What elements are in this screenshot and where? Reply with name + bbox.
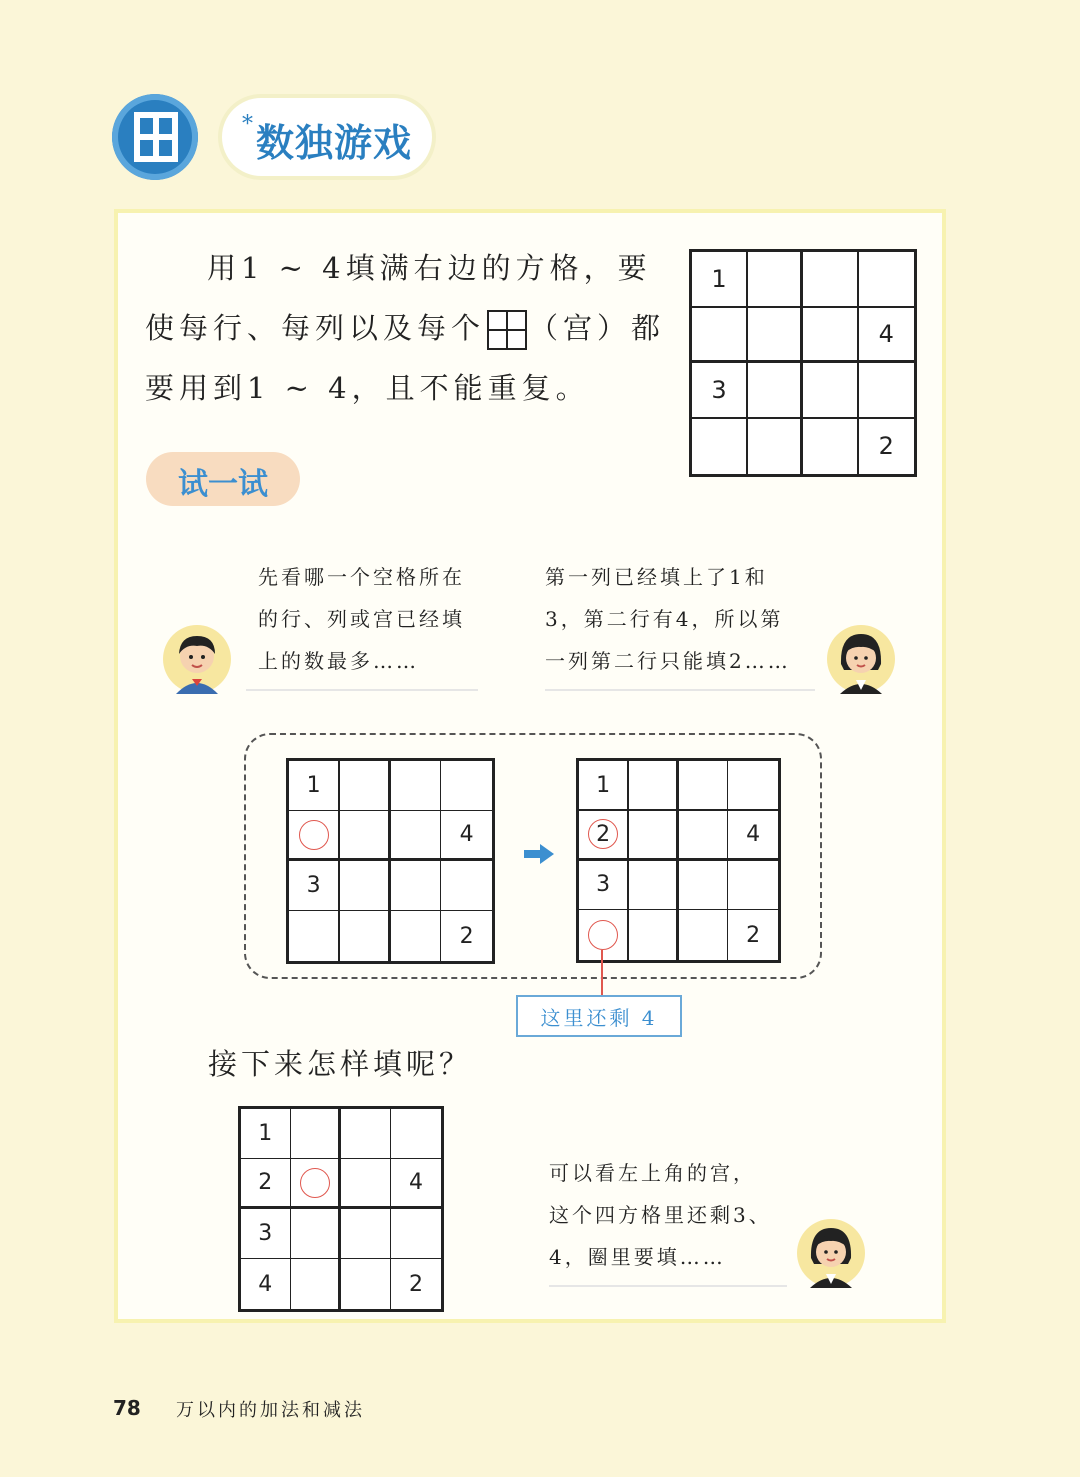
sudoku-digit: 2: [258, 1170, 273, 1195]
sudoku-cell: [748, 419, 801, 475]
girl-speech-2-line: 这个四方格里还剩3、: [549, 1203, 772, 1227]
sudoku-cell: [692, 308, 746, 361]
sudoku-cell: [859, 308, 915, 361]
sudoku-digit: 3: [306, 872, 321, 898]
highlight-circle: [588, 920, 618, 950]
girl-speech: [545, 556, 791, 682]
girl-avatar-2: [796, 1218, 866, 1288]
main-sudoku-grid: [689, 249, 917, 477]
sudoku-cell: [341, 1209, 390, 1258]
sudoku-cell: [692, 419, 746, 475]
sudoku-cell: [341, 1159, 390, 1206]
girl-speech-line: 一列第二行只能填2……: [545, 649, 791, 673]
girl-speech-line: 第一列已经填上了1和: [545, 565, 768, 589]
boy-speech: [258, 556, 465, 682]
intro-line-2: [145, 298, 665, 358]
chapter-title: 万以内的加法和减法: [176, 1400, 365, 1421]
sudoku-cell: [341, 1259, 390, 1309]
sudoku-cell: [579, 811, 627, 858]
sudoku-digit: 1: [258, 1120, 273, 1146]
sudoku-cell: [748, 308, 801, 361]
sudoku-cell: [748, 363, 801, 417]
sudoku-cell: [241, 1209, 290, 1258]
sudoku-cell: [579, 861, 627, 909]
sudoku-digit: 4: [746, 821, 761, 847]
sudoku-cell: [579, 910, 627, 960]
intro-text: [145, 238, 665, 418]
girl-speech-2-line: 4，圈里要填……: [549, 1245, 726, 1269]
sudoku-cell: [441, 861, 492, 910]
section-badge: [112, 94, 198, 180]
sudoku-digit: 4: [459, 822, 474, 847]
bottom-sudoku-grid: [238, 1106, 444, 1312]
boy-speech-line: 的行、列或宫已经填: [258, 607, 465, 631]
highlight-circle: [300, 1168, 330, 1198]
example-right-grid: [576, 758, 781, 963]
sudoku-digit: 1: [306, 772, 321, 798]
try-label: 试一试: [178, 467, 268, 502]
sudoku-cell: [441, 761, 492, 810]
boy-avatar: [162, 624, 232, 694]
sudoku-cell: [679, 761, 727, 809]
sudoku-cell: [692, 363, 746, 417]
sudoku-cell: [859, 363, 915, 417]
sudoku-cell: [803, 308, 857, 361]
next-question: 接下来怎样填呢？: [208, 1047, 473, 1081]
sudoku-cell: [803, 252, 857, 306]
intro-line-1: 用1 ~ 4填满右边的方格，要: [207, 251, 652, 285]
sudoku-cell: [289, 761, 338, 810]
right-arrow-icon: [524, 842, 554, 866]
sudoku-cell: [241, 1109, 290, 1158]
sudoku-digit: 2: [459, 923, 474, 949]
sudoku-cell: [291, 1159, 338, 1206]
intro-line-2b: （宫）都: [529, 311, 666, 345]
speech-divider: [545, 689, 815, 691]
sudoku-cell: [241, 1159, 290, 1206]
sudoku-cell: [859, 252, 915, 306]
sudoku-cell: [692, 252, 746, 306]
page-number: 78: [113, 1396, 141, 1420]
sudoku-cell: [340, 861, 388, 910]
sudoku-digit: 3: [258, 1220, 273, 1246]
intro-line-2a: 使每行、每列以及每个: [145, 311, 486, 345]
sudoku-cell: [629, 761, 676, 809]
callout-pointer: [601, 950, 603, 995]
intro-line-3: 要用到1 ~ 4，且不能重复。: [145, 371, 590, 405]
sudoku-cell: [289, 811, 338, 858]
sudoku-cell: [340, 811, 388, 858]
sudoku-cell: [291, 1209, 338, 1258]
highlight-circle: [299, 820, 329, 850]
sudoku-digit: 3: [711, 376, 727, 404]
section-four-icon: [112, 94, 198, 180]
palace-icon: [487, 310, 527, 350]
sudoku-cell: [728, 910, 778, 960]
sudoku-digit: 4: [878, 319, 894, 348]
sudoku-cell: [629, 910, 676, 960]
sudoku-cell: [803, 363, 857, 417]
sudoku-cell: [291, 1109, 338, 1158]
sudoku-cell: [340, 761, 388, 810]
highlight-circle: 2: [588, 819, 618, 849]
sudoku-cell: [391, 911, 440, 961]
boy-speech-line: 上的数最多……: [258, 649, 419, 673]
girl-speech-2: [549, 1152, 772, 1278]
sudoku-cell: [291, 1259, 338, 1309]
sudoku-cell: [391, 811, 440, 858]
sudoku-digit: 1: [596, 772, 611, 798]
girl-speech-2-line: 可以看左上角的宫，: [549, 1161, 756, 1185]
sudoku-cell: [391, 761, 440, 810]
sudoku-cell: [803, 419, 857, 475]
sudoku-cell: [679, 910, 727, 960]
sudoku-cell: [679, 861, 727, 909]
sudoku-cell: [391, 1209, 441, 1258]
callout-box: 这里还剩 4: [516, 995, 682, 1037]
sudoku-cell: [441, 911, 492, 961]
sudoku-cell: [748, 252, 801, 306]
sudoku-cell: [341, 1109, 390, 1158]
sudoku-cell: [441, 811, 492, 858]
sudoku-digit: 1: [711, 265, 727, 293]
sudoku-cell: [629, 811, 676, 858]
section-title: 数独游戏: [256, 121, 413, 165]
sudoku-cell: [391, 1109, 441, 1158]
sudoku-cell: [629, 861, 676, 909]
sudoku-cell: [728, 861, 778, 909]
example-left-grid: [286, 758, 495, 964]
sudoku-cell: [679, 811, 727, 858]
sudoku-cell: [289, 911, 338, 961]
girl-speech-line: 3，第二行有4，所以第: [545, 607, 784, 631]
sudoku-cell: [391, 1159, 441, 1206]
sudoku-cell: [391, 1259, 441, 1309]
sudoku-cell: [340, 911, 388, 961]
girl-avatar: [826, 624, 896, 694]
speech-divider: [246, 689, 478, 691]
sudoku-digit: 2: [878, 432, 894, 461]
sudoku-digit: 4: [409, 1170, 423, 1195]
title-mark: *: [242, 112, 253, 137]
sudoku-digit: 3: [596, 872, 611, 898]
sudoku-cell: [241, 1259, 290, 1309]
sudoku-cell: [391, 861, 440, 910]
sudoku-digit: 2: [746, 922, 761, 948]
sudoku-cell: [579, 761, 627, 809]
sudoku-digit: 2: [409, 1271, 423, 1297]
speech-divider: [549, 1285, 787, 1287]
sudoku-cell: [859, 419, 915, 475]
sudoku-cell: [728, 761, 778, 809]
sudoku-cell: [728, 811, 778, 858]
sudoku-cell: [289, 861, 338, 910]
sudoku-digit: 4: [258, 1271, 273, 1297]
boy-speech-line: 先看哪一个空格所在: [258, 565, 465, 589]
